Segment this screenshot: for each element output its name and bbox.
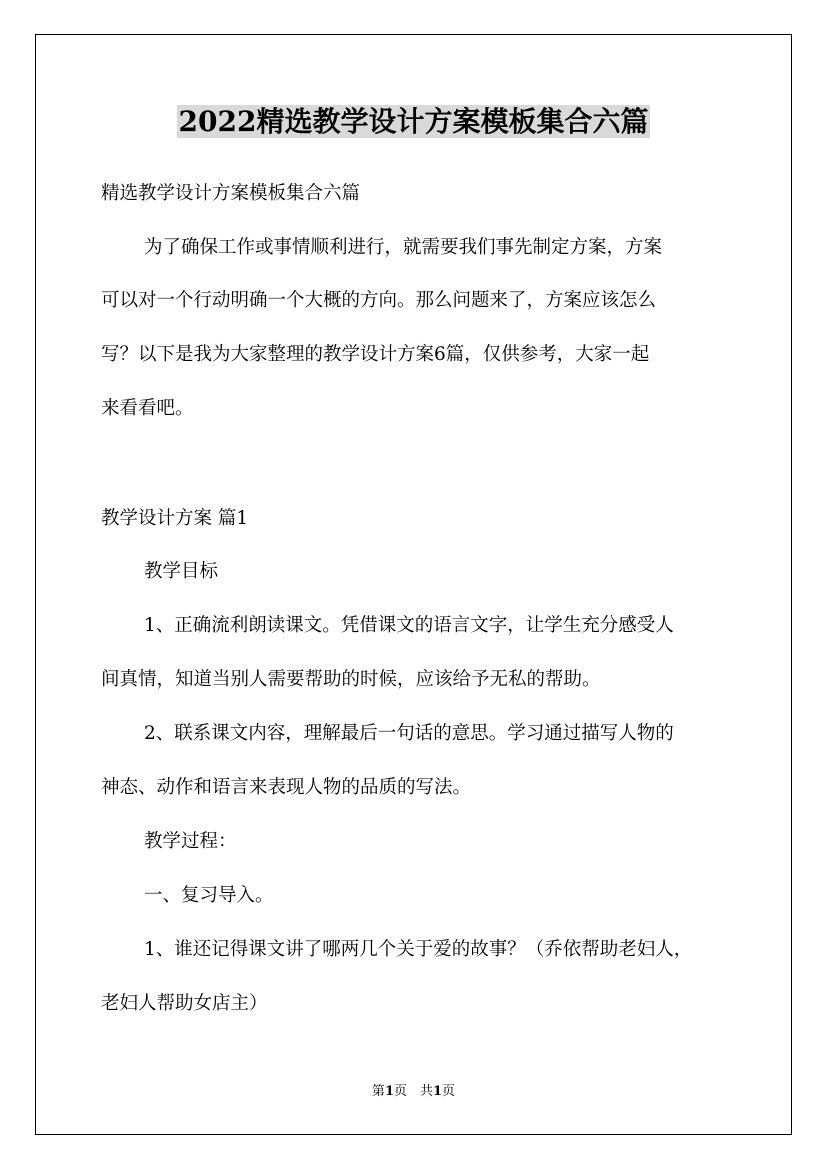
- step-heading: 一、复习导入。: [144, 885, 274, 906]
- intro-line-1: 为了确保工作或事情顺利进行，就需要我们事先制定方案，方案: [144, 237, 663, 258]
- intro-line-2: 可以对一个行动明确一个大概的方向。那么问题来了，方案应该怎么: [101, 290, 657, 311]
- goal-line-3: 2、联系课文内容，理解最后一句话的意思。学习通过描写人物的: [144, 723, 674, 744]
- goal-line-2: 间真情，知道当别人需要帮助的时候，应该给予无私的帮助。: [101, 669, 601, 690]
- footer-page-number: 1: [384, 1084, 394, 1099]
- intro-line-3: 写？以下是我为大家整理的教学设计方案6篇，仅供参考，大家一起: [101, 344, 650, 365]
- step-line-1: 1、谁还记得课文讲了哪两几个关于爱的故事？（乔依帮助老妇人，: [144, 939, 693, 960]
- document-title-text: 2022精选教学设计方案模板集合六篇: [178, 105, 649, 138]
- goal-line-1: 1、正确流利朗读课文。凭借课文的语言文字，让学生充分感受人: [144, 615, 674, 636]
- document-subtitle: 精选教学设计方案模板集合六篇: [101, 183, 361, 204]
- step-line-2: 老妇人帮助女店主）: [101, 993, 268, 1014]
- process-heading: 教学过程：: [144, 831, 237, 852]
- document-title: [0, 100, 827, 144]
- footer-mid: 页 共: [393, 1084, 433, 1099]
- goal-line-4: 神态、动作和语言来表现人物的品质的写法。: [101, 777, 472, 798]
- footer-page-total: 1: [433, 1084, 443, 1099]
- goal-heading: 教学目标: [144, 561, 219, 582]
- page-footer: [0, 1083, 827, 1101]
- footer-suffix: 页: [442, 1084, 456, 1099]
- footer-prefix: 第: [371, 1084, 385, 1099]
- section-heading: 教学设计方案 篇1: [101, 508, 249, 529]
- intro-line-4: 来看看吧。: [101, 398, 194, 419]
